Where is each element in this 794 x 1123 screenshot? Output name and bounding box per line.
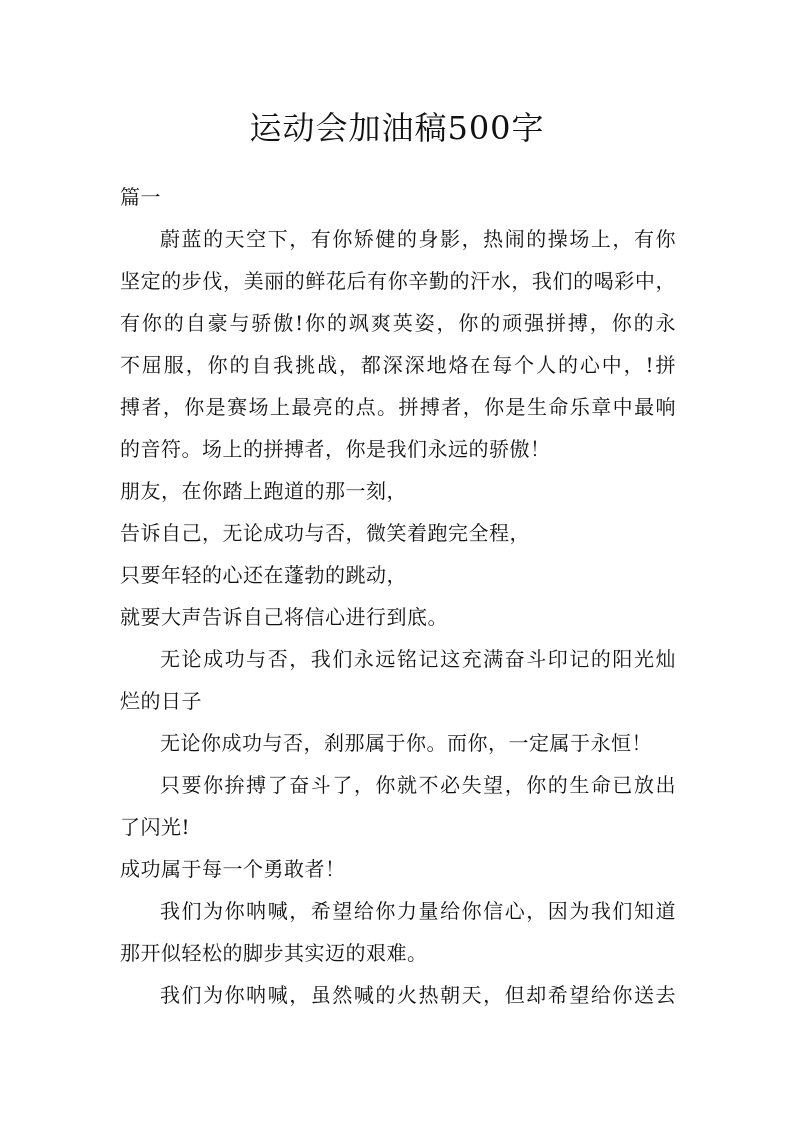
paragraph-line: 就要大声告诉自己将信心进行到底。	[120, 605, 448, 629]
paragraph-line: 不屈服，你的自我挑战，都深深地烙在每个人的心中，!拼	[120, 353, 676, 377]
paragraph-line: 只要年轻的心还在蓬勃的跳动，	[120, 563, 407, 587]
paragraph-line: 那开似轻松的脚步其实迈的艰难。	[120, 941, 428, 965]
document-body	[120, 176, 676, 1016]
paragraph-line: 我们为你呐喊，希望给你力量给你信心，因为我们知道	[160, 899, 676, 923]
paragraph-line: 蔚蓝的天空下，有你矫健的身影，热闹的操场上，有你	[160, 227, 676, 251]
paragraph-line: 有你的自豪与骄傲!你的飒爽英姿，你的顽强拼搏，你的永	[120, 311, 676, 335]
paragraph-line: 坚定的步伐，美丽的鲜花后有你辛勤的汗水，我们的喝彩中，	[120, 269, 676, 293]
section-heading: 篇一	[120, 185, 161, 209]
document-title: 运动会加油稿500字	[249, 109, 545, 147]
paragraph-line: 成功属于每一个勇敢者！	[120, 857, 346, 881]
paragraph-line: 告诉自己，无论成功与否，微笑着跑完全程，	[120, 521, 530, 545]
paragraph-line: 我们为你呐喊，虽然喊的火热朝天，但却希望给你送去	[160, 983, 676, 1007]
paragraph-line: 朋友，在你踏上跑道的那一刻，	[120, 479, 407, 503]
paragraph-line: 的音符。场上的拼搏者，你是我们永远的骄傲！	[120, 437, 551, 461]
paragraph-line: 无论成功与否，我们永远铭记这充满奋斗印记的阳光灿	[160, 647, 676, 671]
paragraph-line: 烂的日子	[120, 689, 202, 713]
paragraph-line: 无论你成功与否，刹那属于你。而你，一定属于永恒！	[160, 731, 652, 755]
paragraph-line: 了闪光!	[120, 815, 191, 839]
paragraph-line: 搏者，你是赛场上最亮的点。拼搏者，你是生命乐章中最响	[120, 395, 676, 419]
paragraph-line: 只要你拚搏了奋斗了，你就不必失望，你的生命已放出	[160, 773, 676, 797]
